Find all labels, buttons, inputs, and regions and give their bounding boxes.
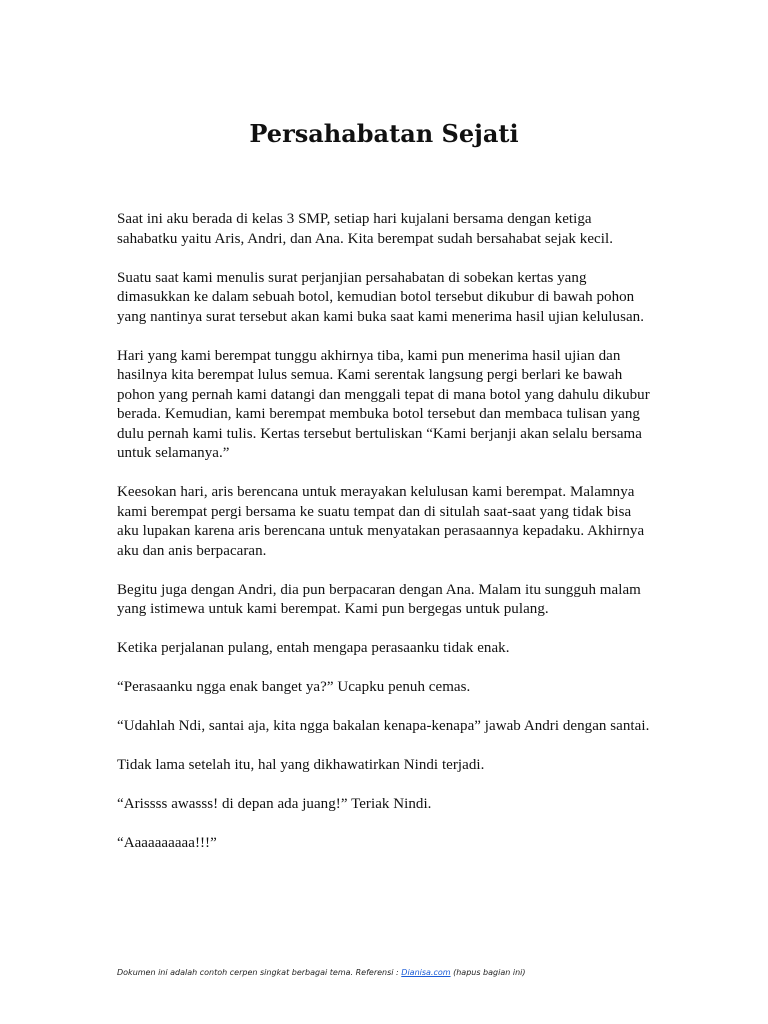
document-title: Persahabatan Sejati: [249, 119, 519, 148]
paragraph: “Aaaaaaaaaa!!!”: [117, 835, 217, 851]
paragraph: Keesokan hari, aris berencana untuk merayakan kelulusan kami berempat. Malamnya kami berempat pergi bersama ke suatu tempat dan di situlah saat-saat yang tidak bisa aku lupakan karena aris berencana untuk menyatakan perasaannya kepadaku. Akhirnya aku dan anis berpacaran.: [117, 484, 645, 559]
reference-link[interactable]: Dianisa.com: [401, 968, 451, 977]
paragraph: “Arissss awasss! di depan ada juang!” Teriak Nindi.: [117, 796, 432, 812]
paragraph: Tidak lama setelah itu, hal yang dikhawatirkan Nindi terjadi.: [117, 757, 485, 773]
story-body: [117, 210, 653, 873]
footer-suffix: (hapus bagian ini): [450, 968, 526, 977]
paragraph: Hari yang kami berempat tunggu akhirnya tiba, kami pun menerima hasil ujian dan hasilnya kita berempat lulus semua. Kami serentak langsung pergi berlari ke bawah pohon yang pernah kami datangi dan menggali tepat di mana botol yang dahulu dikubur berada. Kemudian, kami berempat membuka botol tersebut dan membaca tulisan yang dulu pernah kami tulis. Kertas tersebut bertuliskan “Kami berjanji akan selalu bersama untuk selamanya.”: [117, 347, 650, 461]
paragraph: Begitu juga dengan Andri, dia pun berpacaran dengan Ana. Malam itu sungguh malam yang istimewa untuk kami berempat. Kami pun bergegas untuk pulang.: [117, 581, 641, 617]
footer-prefix: Dokumen ini adalah contoh cerpen singkat berbagai tema. Referensi :: [117, 968, 402, 977]
paragraph: Ketika perjalanan pulang, entah mengapa perasaanku tidak enak.: [117, 640, 510, 656]
paragraph: Suatu saat kami menulis surat perjanjian persahabatan di sobekan kertas yang dimasukkan ke dalam sebuah botol, kemudian botol tersebut dikubur di bawah pohon yang nantinya surat tersebut akan kami buka saat kami menerima hasil ujian kelulusan.: [117, 269, 645, 325]
paragraph: “Perasaanku ngga enak banget ya?” Ucapku penuh cemas.: [117, 679, 471, 695]
footer-note: [117, 967, 677, 979]
paragraph: “Udahlah Ndi, santai aja, kita ngga bakalan kenapa-kenapa” jawab Andri dengan santai.: [117, 718, 650, 734]
paragraph: Saat ini aku berada di kelas 3 SMP, setiap hari kujalani bersama dengan ketiga sahabatku yaitu Aris, Andri, dan Ana. Kita berempat sudah bersahabat sejak kecil.: [117, 211, 613, 247]
